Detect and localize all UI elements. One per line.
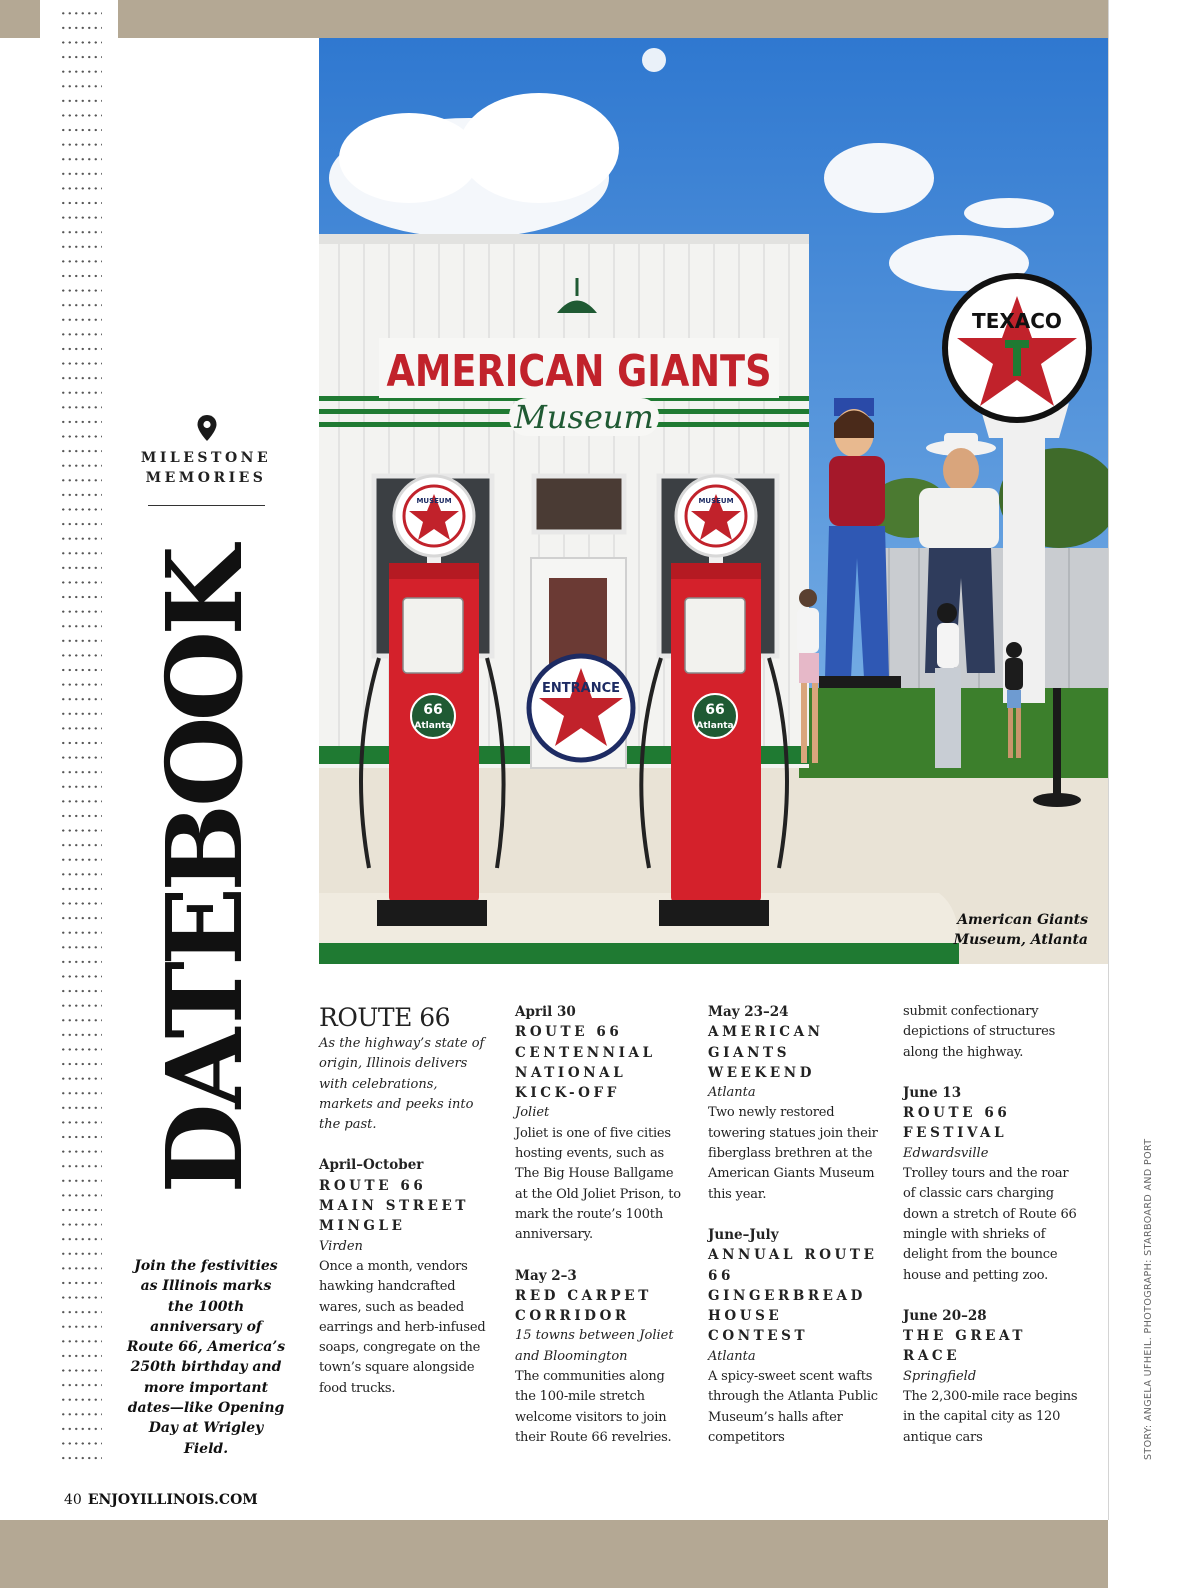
page-footer: [64, 1492, 258, 1508]
route66-subhead: As the highway’s state of origin, Illinois delivers with celebrations, markets and peeks into the past.: [319, 1036, 485, 1133]
location-pin-icon: [196, 414, 218, 442]
intro-text: Join the festivities as Illinois marks the 100th anniversary of Route 66, America’s 250th birthday and more important dates—like Opening Day at Wrigley Field.: [126, 1258, 286, 1457]
route-badge-left: 66: [423, 702, 443, 718]
footer-site: ENJOYILLINOIS.COM: [87, 1492, 258, 1508]
photo-caption: American Giants Museum, Atlanta: [953, 912, 1088, 948]
globe-right-text: MUSEUM: [698, 497, 734, 505]
page-edge-rule: [1108, 0, 1109, 1520]
column-4: [903, 1002, 1083, 1468]
footer-band: [0, 1520, 1108, 1588]
section-title: DATEBOOK: [143, 550, 266, 1194]
column-3: [708, 1002, 880, 1468]
sign-script-text: Museum: [514, 398, 654, 436]
texaco-text: TEXACO: [972, 309, 1062, 333]
event-item: April–October ROUTE 66 MAIN STREET MINGLE Virden Once a month, vendors hawking handcrafted wares, such as beaded earrings and herb-infused soaps, congregate on the town’s square alongside food trucks.: [319, 1157, 486, 1396]
kicker-divider: [148, 505, 265, 506]
route66-heading: ROUTE 66: [319, 1003, 451, 1032]
event-item: June 20–28 THE GREAT RACE Springfield The 2,300-mile race begins in the capital city as 120 antique cars: [903, 1307, 1078, 1445]
event-continuation: submit confectionary depictions of structures along the highway.: [903, 1004, 1056, 1060]
photo-credit: STORY: ANGELA UFHEIL. PHOTOGRAPH: STARBOARD AND PORT: [1143, 1138, 1154, 1460]
event-item: April 30 ROUTE 66 CENTENNIAL NATIONAL KICK-OFF Joliet Joliet is one of five cities hosting events, such as The Big House Ballgame at the Old Joliet Prison, to mark the route’s 100th anniversary.: [515, 1004, 681, 1243]
globe-left-text: MUSEUM: [416, 497, 452, 505]
event-item: June 13 ROUTE 66 FESTIVAL Edwardsville Trolley tours and the roar of classic cars charging down a stretch of Route 66 mingle with shrieks of delight from the bounce house and petting zoo.: [903, 1084, 1077, 1283]
page-number: 40: [64, 1492, 82, 1508]
sign-main-text: AMERICAN GIANTS: [386, 346, 772, 397]
entrance-sign-text: ENTRANCE: [542, 681, 620, 696]
column-1: [319, 1002, 491, 1419]
event-item: May 2–3 RED CARPET CORRIDOR 15 towns between Joliet and Bloomington The communities along the 100-mile stretch welcome visitors to join their Route 66 revelries.: [515, 1267, 674, 1445]
header-band-left: [0, 0, 40, 38]
dot-pattern-strip: [60, 6, 102, 1466]
section-kicker: MILESTONE MEMORIES: [140, 450, 272, 486]
column-2: [515, 1002, 683, 1468]
event-item: June–July ANNUAL ROUTE 66 GINGERBREAD HOUSE CONTEST Atlanta A spicy-sweet scent wafts through the Atlanta Public Museum’s halls after competitors: [708, 1226, 878, 1445]
feature-photo: [319, 38, 1108, 964]
route-town-left: Atlanta: [414, 721, 452, 731]
header-band: [118, 0, 1108, 38]
museum-illustration: [319, 38, 1108, 964]
event-item: May 23–24 AMERICAN GIANTS WEEKEND Atlanta Two newly restored towering statues join their fiberglass brethren at the American Giants Museum this year.: [708, 1004, 878, 1202]
route-badge-right: 66: [705, 702, 725, 718]
route-town-right: Atlanta: [696, 721, 734, 731]
